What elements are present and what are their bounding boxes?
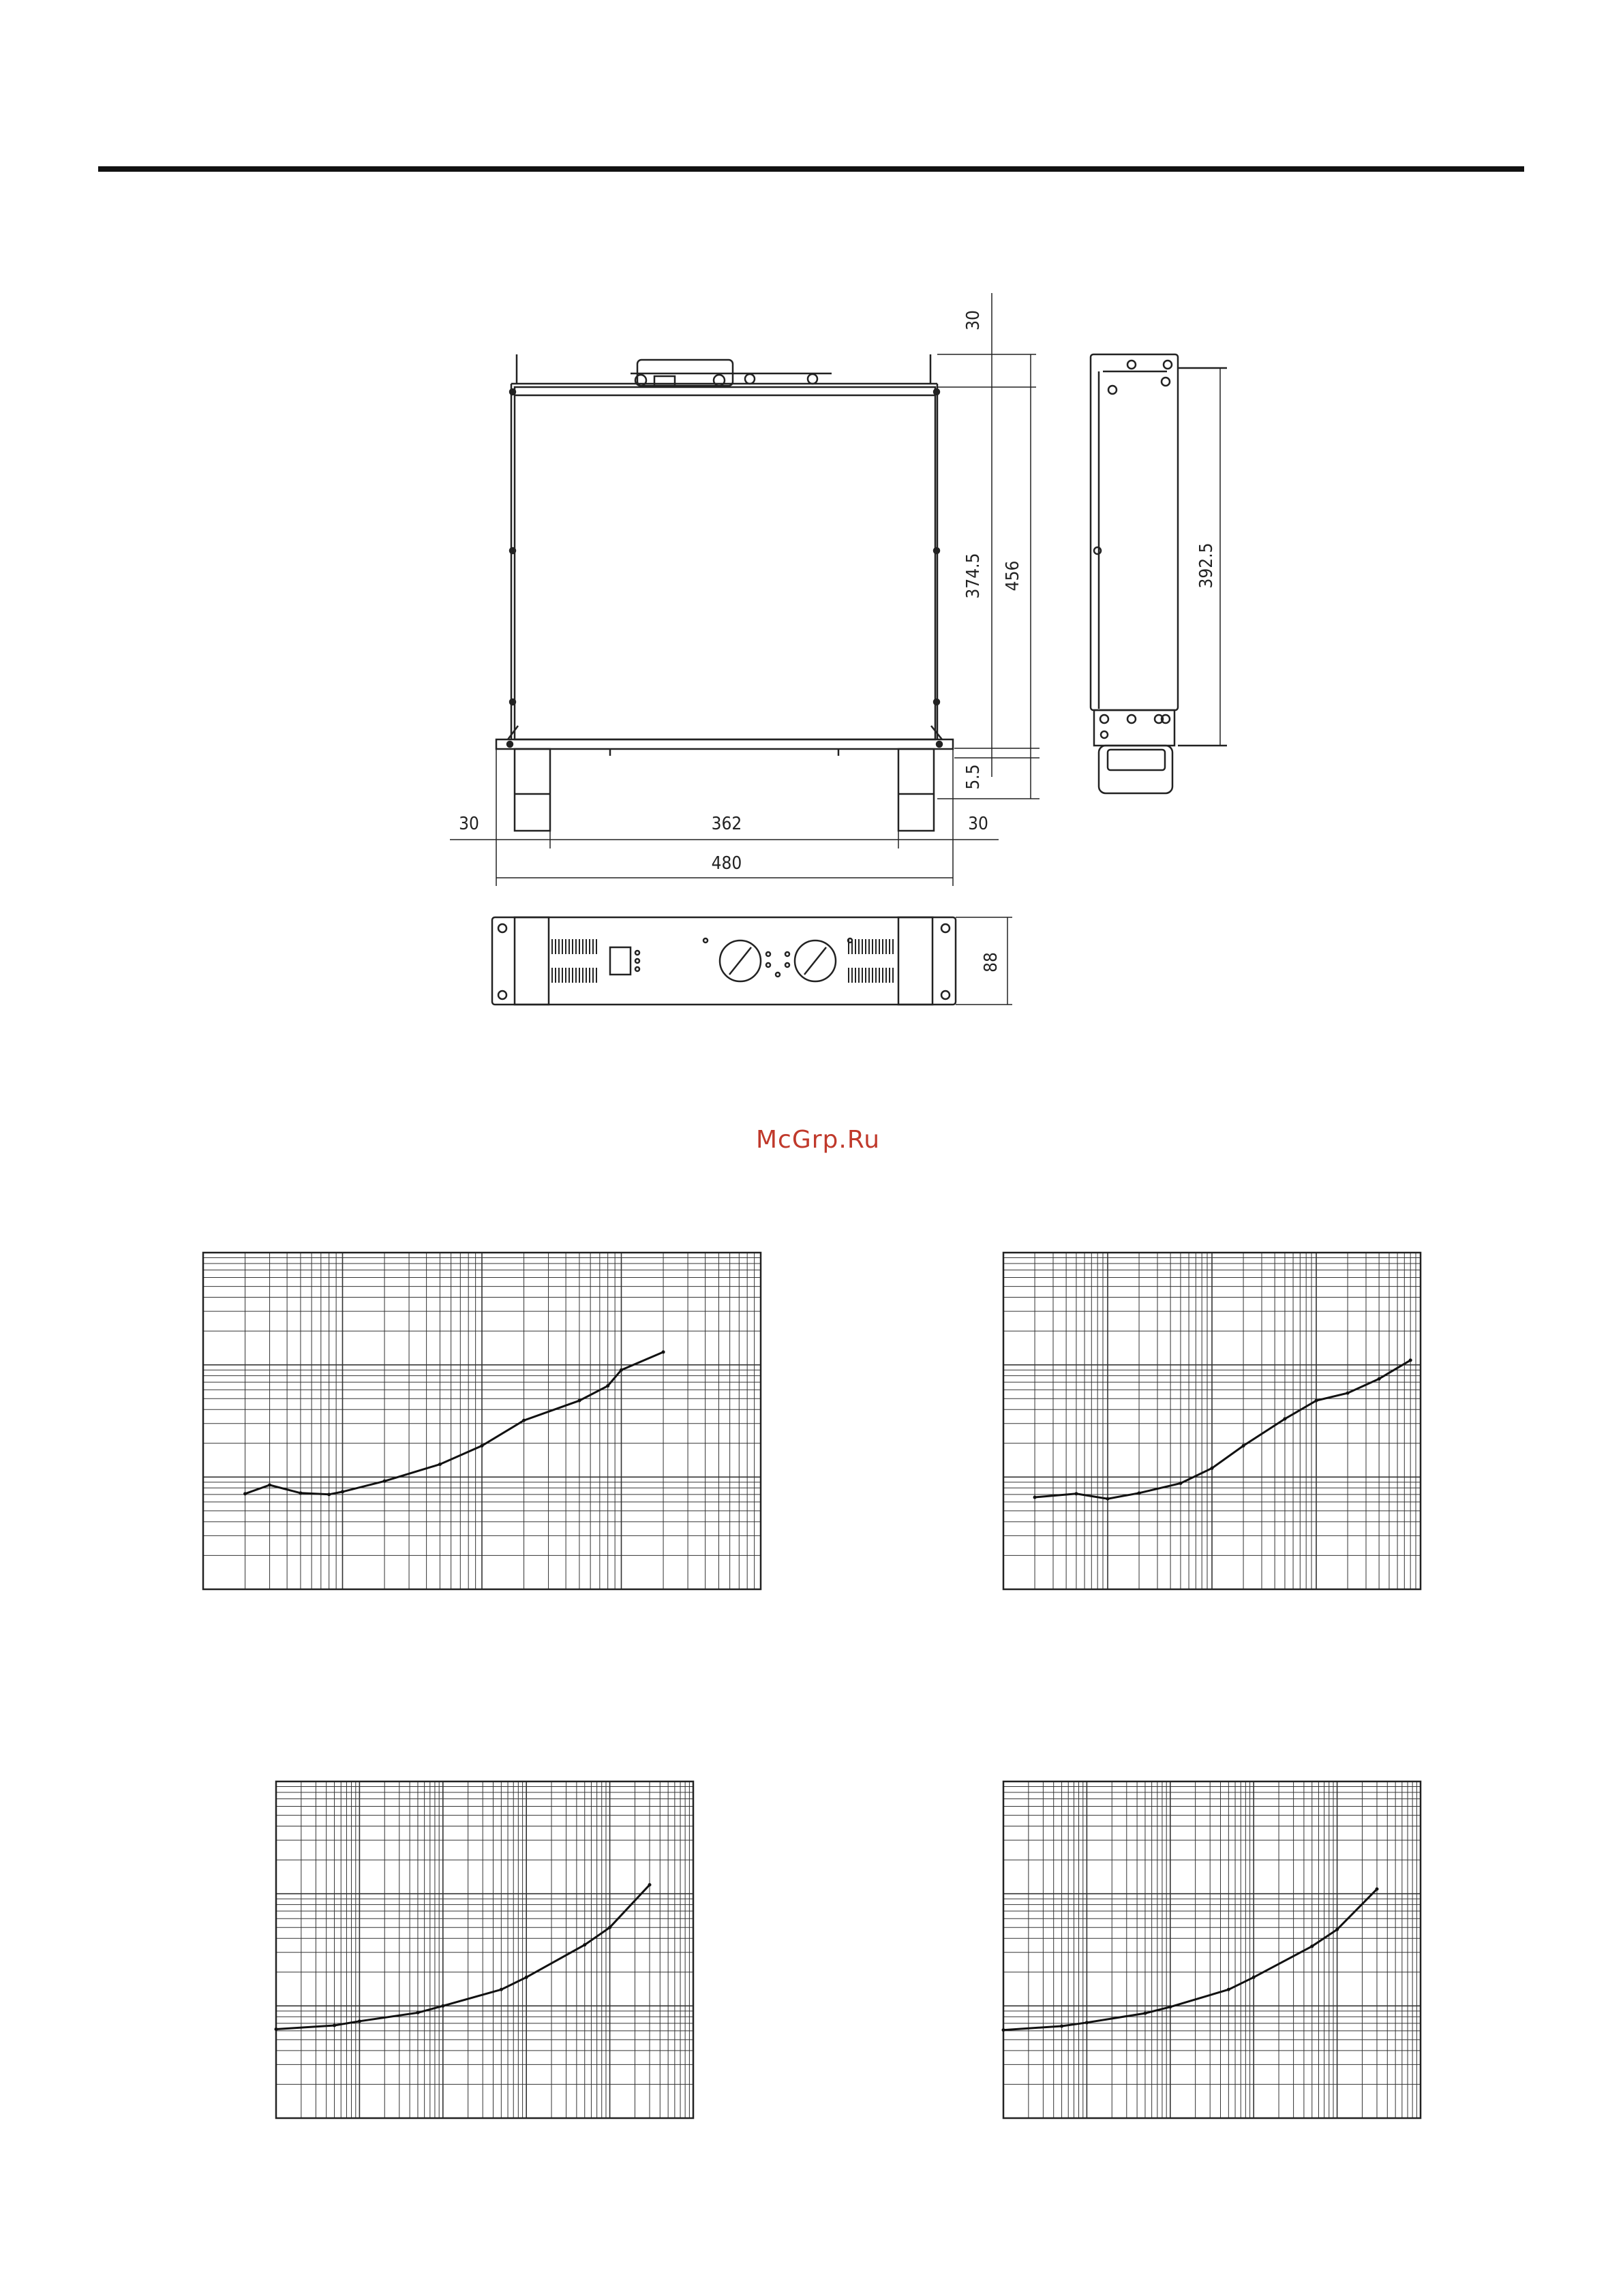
data-point: [608, 1926, 611, 1929]
data-point: [1378, 1377, 1381, 1381]
data-point: [327, 1493, 331, 1496]
dim-front-height: 88: [981, 952, 1001, 973]
chart-2: [1003, 1253, 1421, 1589]
data-point: [1179, 1482, 1182, 1485]
data-point: [1033, 1496, 1037, 1499]
data-point: [1242, 1444, 1245, 1448]
data-point: [268, 1483, 271, 1486]
data-point: [1074, 1492, 1078, 1495]
series-line: [1035, 1360, 1410, 1499]
dim-top-depth: 374.5: [963, 553, 984, 599]
data-point: [1211, 1467, 1214, 1470]
data-point: [1283, 1417, 1286, 1420]
chart-1: [203, 1253, 761, 1589]
data-point: [1060, 2025, 1063, 2028]
data-point: [1227, 1988, 1230, 1991]
data-point: [662, 1350, 665, 1353]
data-point: [1168, 2005, 1172, 2008]
dimension-labels: [459, 310, 1217, 973]
front-vents: [552, 939, 893, 983]
series-line: [1003, 1889, 1377, 2030]
dimension-lines: [450, 293, 1040, 886]
data-point: [1310, 1944, 1314, 1948]
chart-frame: [1003, 1781, 1421, 2118]
top-view-drawing: [496, 354, 953, 831]
dim-center-width: 362: [711, 814, 742, 834]
data-point: [358, 2019, 361, 2023]
dim-left-margin: 30: [459, 814, 479, 834]
data-point: [1315, 1399, 1318, 1403]
data-point: [1375, 1887, 1378, 1891]
data-point: [606, 1384, 609, 1388]
data-point: [1002, 2028, 1005, 2032]
data-point: [275, 2027, 278, 2031]
series-line: [276, 1885, 650, 2030]
data-point: [333, 2023, 336, 2027]
data-point: [341, 1490, 344, 1493]
data-point: [522, 1419, 526, 1422]
data-point: [1409, 1358, 1412, 1362]
chart-frame: [276, 1781, 693, 2118]
data-point: [383, 1480, 386, 1483]
data-point: [299, 1491, 302, 1495]
chart-3: [275, 1781, 694, 2118]
data-point: [438, 1463, 442, 1466]
front-view-drawing: [492, 917, 1012, 1005]
data-point: [441, 2004, 444, 2008]
dim-total-depth: 456: [1003, 560, 1023, 592]
dim-top-clearance: 30: [963, 310, 984, 331]
data-point: [481, 1444, 484, 1448]
data-point: [416, 2011, 419, 2015]
data-point: [1085, 2021, 1089, 2024]
data-point: [577, 1399, 581, 1403]
data-point: [500, 1988, 503, 1991]
dim-side-depth: 392.5: [1196, 542, 1217, 589]
top-view-body: [515, 387, 935, 739]
dim-right-margin: 30: [968, 814, 988, 834]
data-point: [1138, 1491, 1141, 1495]
dim-total-width: 480: [711, 853, 742, 874]
data-point: [1335, 1928, 1339, 1931]
chart-4: [1002, 1781, 1421, 2118]
dim-bottom-offset: 5.5: [963, 764, 984, 790]
data-point: [583, 1943, 586, 1946]
data-point: [1106, 1497, 1110, 1501]
data-point: [243, 1492, 247, 1495]
data-point: [1143, 2012, 1147, 2015]
data-point: [620, 1368, 623, 1372]
data-point: [525, 1976, 528, 1979]
data-point: [1252, 1976, 1256, 1979]
data-point: [1346, 1392, 1350, 1395]
watermark: McGrp.Ru: [755, 1126, 881, 1154]
data-point: [648, 1883, 651, 1886]
